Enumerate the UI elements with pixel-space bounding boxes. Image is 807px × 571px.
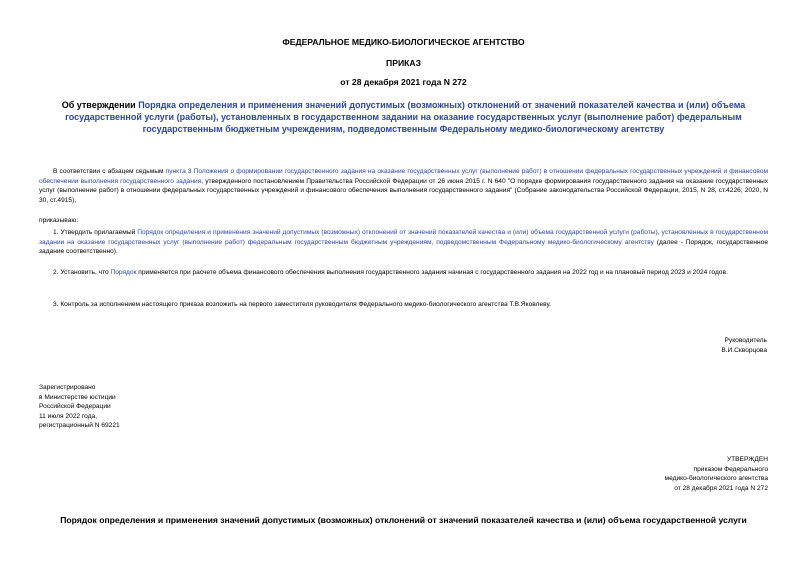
item-2-paragraph bbox=[39, 268, 768, 278]
registration-line-2: в Министерстве юстиции bbox=[39, 393, 116, 401]
title-prefix: Об утверждении bbox=[61, 100, 139, 110]
preamble-text-before: В соответствии с абзацем седьмым bbox=[53, 168, 166, 175]
preamble-text-after: (Собрание законодательства Российской Федерации, 2015, N 28, ст.4226; 2020, N 30, ст.4915), bbox=[39, 187, 768, 204]
item-1-paragraph bbox=[39, 228, 768, 257]
approval-line-2: приказом Федерального bbox=[693, 465, 768, 473]
appendix-title: Порядок определения и применения значений допустимых (возможных) отклонений от значений показателей качества и (или) объема государственной услуги bbox=[60, 515, 747, 525]
document-type: ПРИКАЗ bbox=[386, 58, 421, 68]
approval-block bbox=[665, 455, 768, 493]
document-title bbox=[50, 99, 757, 136]
registration-line-5: регистрационный N 69221 bbox=[39, 422, 120, 430]
item-2-after: применяется при расчете объема финансового обеспечения выполнения государственного задания начиная с государственного задания на 2022 год и на плановый период 2023 и 2024 годов. bbox=[136, 269, 728, 276]
item-1-before: 1. Утвердить прилагаемый bbox=[53, 229, 138, 236]
signature-role: Руководитель bbox=[724, 337, 767, 344]
registration-line-1: Зарегистрировано bbox=[39, 384, 96, 391]
title-order-link[interactable]: Порядка определения и применения значений допустимых (возможных) отклонений от значений показателей качества и (или) объема государственной услуги (работы), установленных в государственном задании на оказание государственных услуг (выполнение работ) федеральным государственным бюджетным учреждениям, подведомственным Федеральному медико-биологическому агентству bbox=[65, 100, 746, 135]
approval-line-1: УТВЕРЖДЕН bbox=[726, 456, 768, 463]
preamble-regulation-link[interactable]: пункта 3 Положения о формировании государственного задания на оказание государственных услуг (выполнение работ) в отношении федеральных государственных учреждений и финансовом обеспечении выполнения государственного задания bbox=[39, 168, 768, 185]
document-date-number: от 28 декабря 2021 года N 272 bbox=[340, 77, 467, 87]
item-3-paragraph bbox=[39, 300, 768, 310]
item-1-after: (далее - Порядок, государственное задание соответственно). bbox=[39, 238, 768, 256]
registration-line-4: 11 июля 2022 года, bbox=[39, 412, 98, 420]
preamble-text-middle: , утвержденного постановлением Правительства Российской Федерации от 26 июня 2015 г. N 640 "О порядке формирования государственного задания на оказание государственных услуг (выполнение работ) в отношении федеральных государственных учреждений и финансового обеспечения выполнения государственного задания" bbox=[39, 177, 768, 195]
item-2-procedure-link[interactable]: Порядок bbox=[110, 269, 137, 276]
item-1-procedure-link[interactable]: Порядок определения и применения значений допустимых (возможных) отклонений от значений показателей качества и (или) объема государственной услуги (работы), установленных в государственном задании на оказание государственных услуг (выполнение работ) федеральным государственным бюджетным учреждениям, подведомственным Федеральному медико-биологическому агентству bbox=[39, 229, 768, 246]
registration-block bbox=[39, 383, 120, 431]
signature-block bbox=[721, 336, 767, 355]
approval-line-4: от 28 декабря 2021 года N 272 bbox=[674, 484, 768, 492]
approval-line-3: медико-биологического агентства bbox=[664, 475, 768, 483]
registration-line-3: Российской Федерации bbox=[39, 403, 111, 411]
agency-name: ФЕДЕРАЛЬНОЕ МЕДИКО-БИОЛОГИЧЕСКОЕ АГЕНТСТВО bbox=[282, 37, 525, 47]
item-3-text: 3. Контроль за исполнением настоящего приказа возложить на первого заместителя руководителя Федерального медико-биологического агентства Т.В.Яковлеву. bbox=[53, 301, 551, 308]
item-2-before: 2. Установить, что bbox=[53, 269, 111, 276]
preamble-paragraph bbox=[39, 167, 768, 205]
signature-name: В.И.Скворцова bbox=[721, 346, 767, 354]
order-word: приказываю: bbox=[39, 217, 79, 224]
